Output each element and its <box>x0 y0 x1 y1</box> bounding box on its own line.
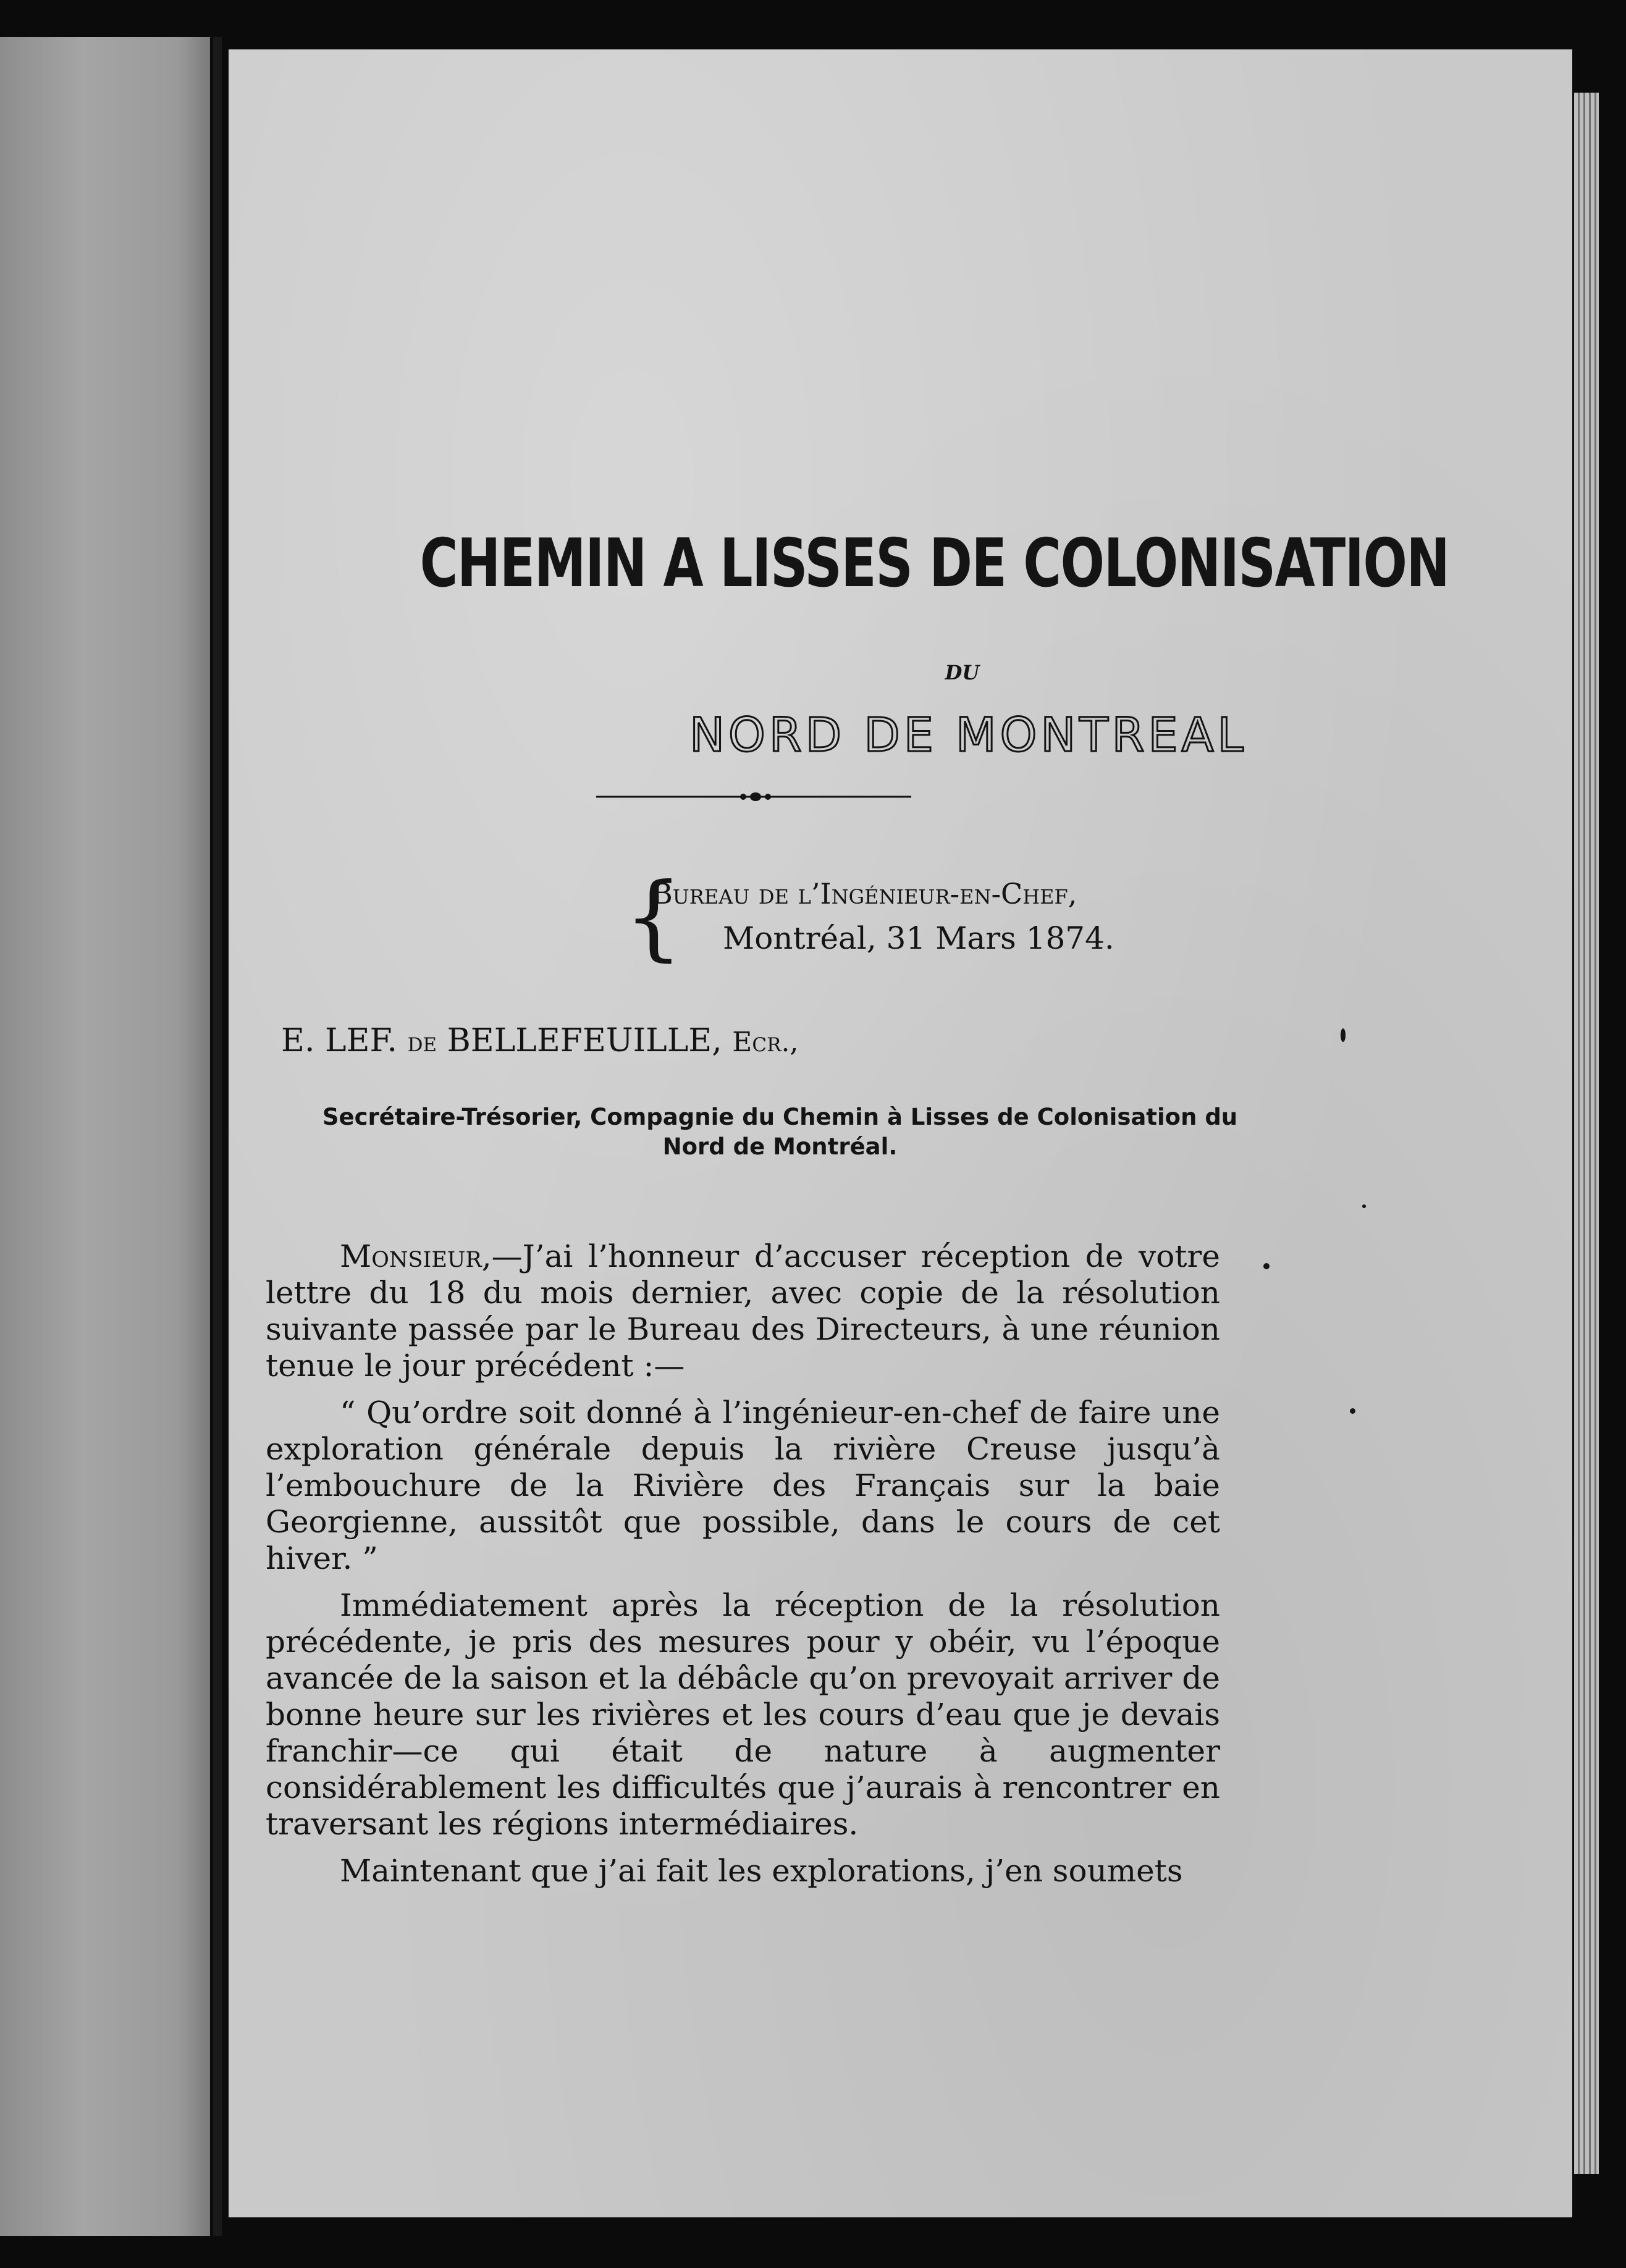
addressee-particle: de <box>407 1027 437 1058</box>
paragraph: Immédiatement après la réception de la résolution précédente, je pris des mesures pour y obéir, vu l’époque avancée de la saison et la débâcle qu’on prevoyait arriver de bonne heure sur les rivières et les cours d’eau que je devais franchir—ce qui était de nature à augmenter considérablement les difficultés que j’aurais à rencontrer en traversant les régions intermédiaires. <box>266 1587 1220 1842</box>
letterhead-date: Montréal, 31 Mars 1874. <box>723 920 1114 956</box>
addressee-position: Secrétaire-Trésorier, Compagnie du Chemin à Lisses de Colonisation du Nord de Montréal. <box>322 1104 1238 1160</box>
ornamental-rule <box>596 784 911 809</box>
document-subtitle: NORD DE MONTREAL <box>689 707 1247 762</box>
facing-page <box>0 37 210 2236</box>
paragraph <box>266 1238 1220 1384</box>
salutation: Monsieur, <box>340 1238 492 1274</box>
addressee <box>281 1022 798 1059</box>
addressee-surname: BELLEFEUILLE, <box>447 1022 722 1059</box>
letterhead-office: Bureau de l’Ingénieur-en-Chef, <box>652 877 1077 910</box>
scan-speck <box>1263 1263 1270 1269</box>
title-connector: DU <box>945 661 980 684</box>
scan-speck <box>1341 1028 1346 1042</box>
paragraph: Maintenant que j’ai fait les explorations, j’en soumets <box>340 1853 1183 1889</box>
binding-edge <box>213 37 222 2236</box>
document-page <box>229 49 1572 2217</box>
letterhead <box>624 863 1180 988</box>
addressee-name: E. LEF. <box>281 1022 398 1059</box>
document-title: CHEMIN A LISSES DE COLONISATION <box>419 525 1449 602</box>
scan-speck <box>1350 1408 1355 1414</box>
page-stack-edge <box>1574 93 1599 2174</box>
resolution-quote: “ Qu’ordre soit donné à l’ingénieur-en-chef de faire une exploration générale depuis la rivière Creuse jusqu’à l’embouchure de la Rivière des Français sur la baie Georgienne, aussitôt que possible, dans le cours de cet hiver. ” <box>266 1395 1220 1576</box>
letter-body <box>266 1238 1220 1900</box>
scan-speck <box>1362 1204 1366 1208</box>
brace-glyph: { <box>624 863 683 971</box>
paragraph-text: —J’ai l’honneur d’accuser réception de votre lettre du 18 du mois dernier, avec copie de la résolution suivante passée par le Bureau des Directeurs, à une réunion tenue le jour précédent :— <box>266 1238 1220 1384</box>
addressee-honorific: Ecr., <box>732 1027 799 1058</box>
